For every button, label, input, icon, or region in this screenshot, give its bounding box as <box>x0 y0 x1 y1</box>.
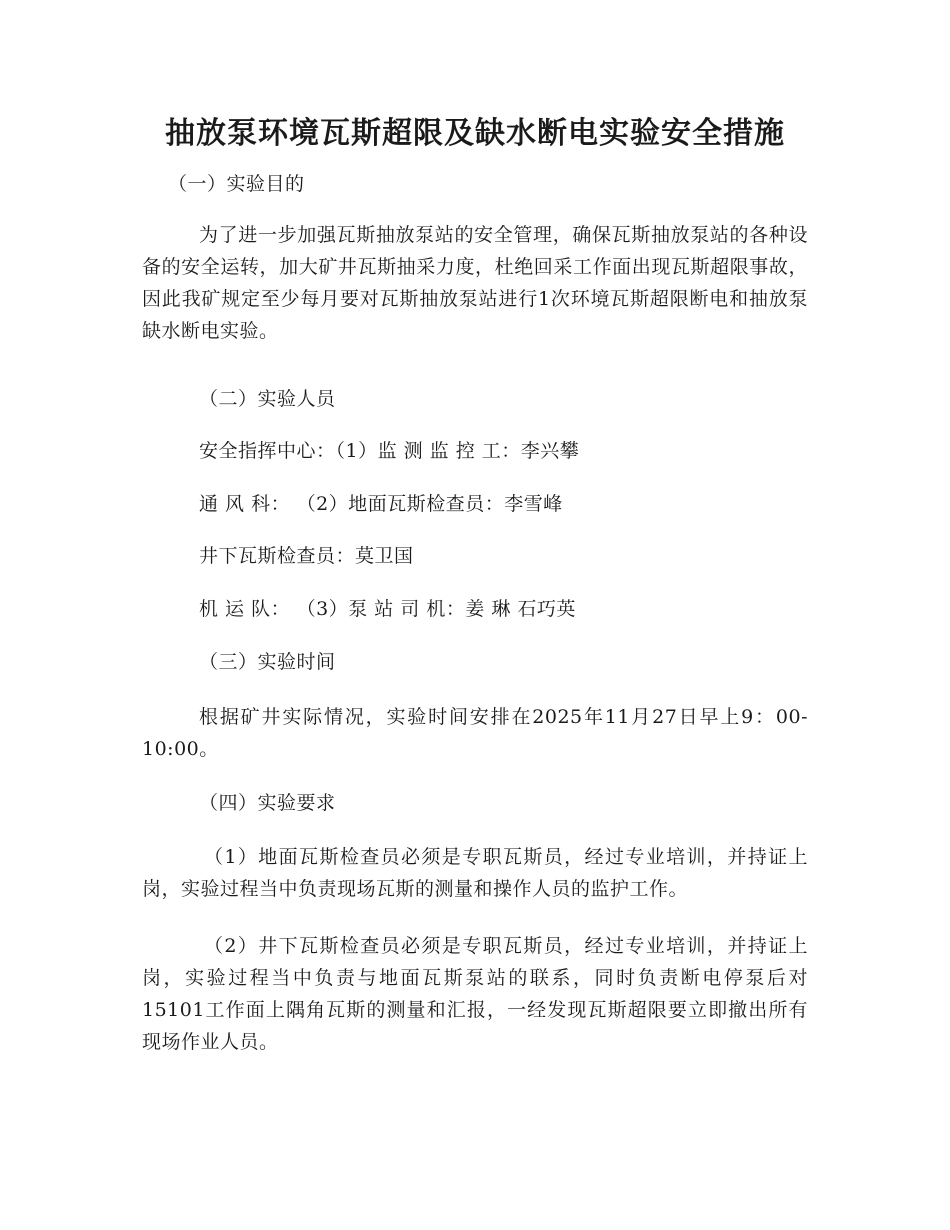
personnel-line-2: 通 风 科： （2）地面瓦斯检查员：李雪峰 <box>199 493 563 515</box>
paragraph-time: 根据矿井实际情况，实验时间安排在2025年11月27日早上9：00-10:00。 <box>142 706 808 760</box>
section-heading-time: （三）实验时间 <box>199 651 336 673</box>
section-heading-personnel: （二）实验人员 <box>199 388 336 410</box>
document-title: 抽放泵环境瓦斯超限及缺水断电实验安全措施 <box>165 116 785 151</box>
requirement-item-2: （2）井下瓦斯检查员必须是专职瓦斯员，经过专业培训，并持证上岗，实验过程当中负责与地面瓦斯泵站的联系，同时负责断电停泵后对15101工作面上隅角瓦斯的测量和汇报，一经发现瓦斯超限要立即撤出所有现场作业人员。 <box>142 935 808 1053</box>
personnel-line-3: 井下瓦斯检查员：莫卫国 <box>199 545 414 567</box>
section-heading-requirements: （四）实验要求 <box>199 792 336 814</box>
paragraph-purpose: 为了进一步加强瓦斯抽放泵站的安全管理，确保瓦斯抽放泵站的各种设备的安全运转，加大矿井瓦斯抽采力度，杜绝回采工作面出现瓦斯超限事故，因此我矿规定至少每月要对瓦斯抽放泵站进行1次环境瓦斯超限断电和抽放泵缺水断电实验。 <box>142 224 808 342</box>
personnel-line-1: 安全指挥中心：（1）监 测 监 控 工：李兴攀 <box>199 440 580 462</box>
personnel-line-4: 机 运 队： （3）泵 站 司 机：姜 琳 石巧英 <box>199 598 576 620</box>
section-heading-purpose: （一）实验目的 <box>168 173 305 195</box>
requirement-item-1: （1）地面瓦斯检查员必须是专职瓦斯员，经过专业培训，并持证上岗，实验过程当中负责现场瓦斯的测量和操作人员的监护工作。 <box>142 846 808 900</box>
